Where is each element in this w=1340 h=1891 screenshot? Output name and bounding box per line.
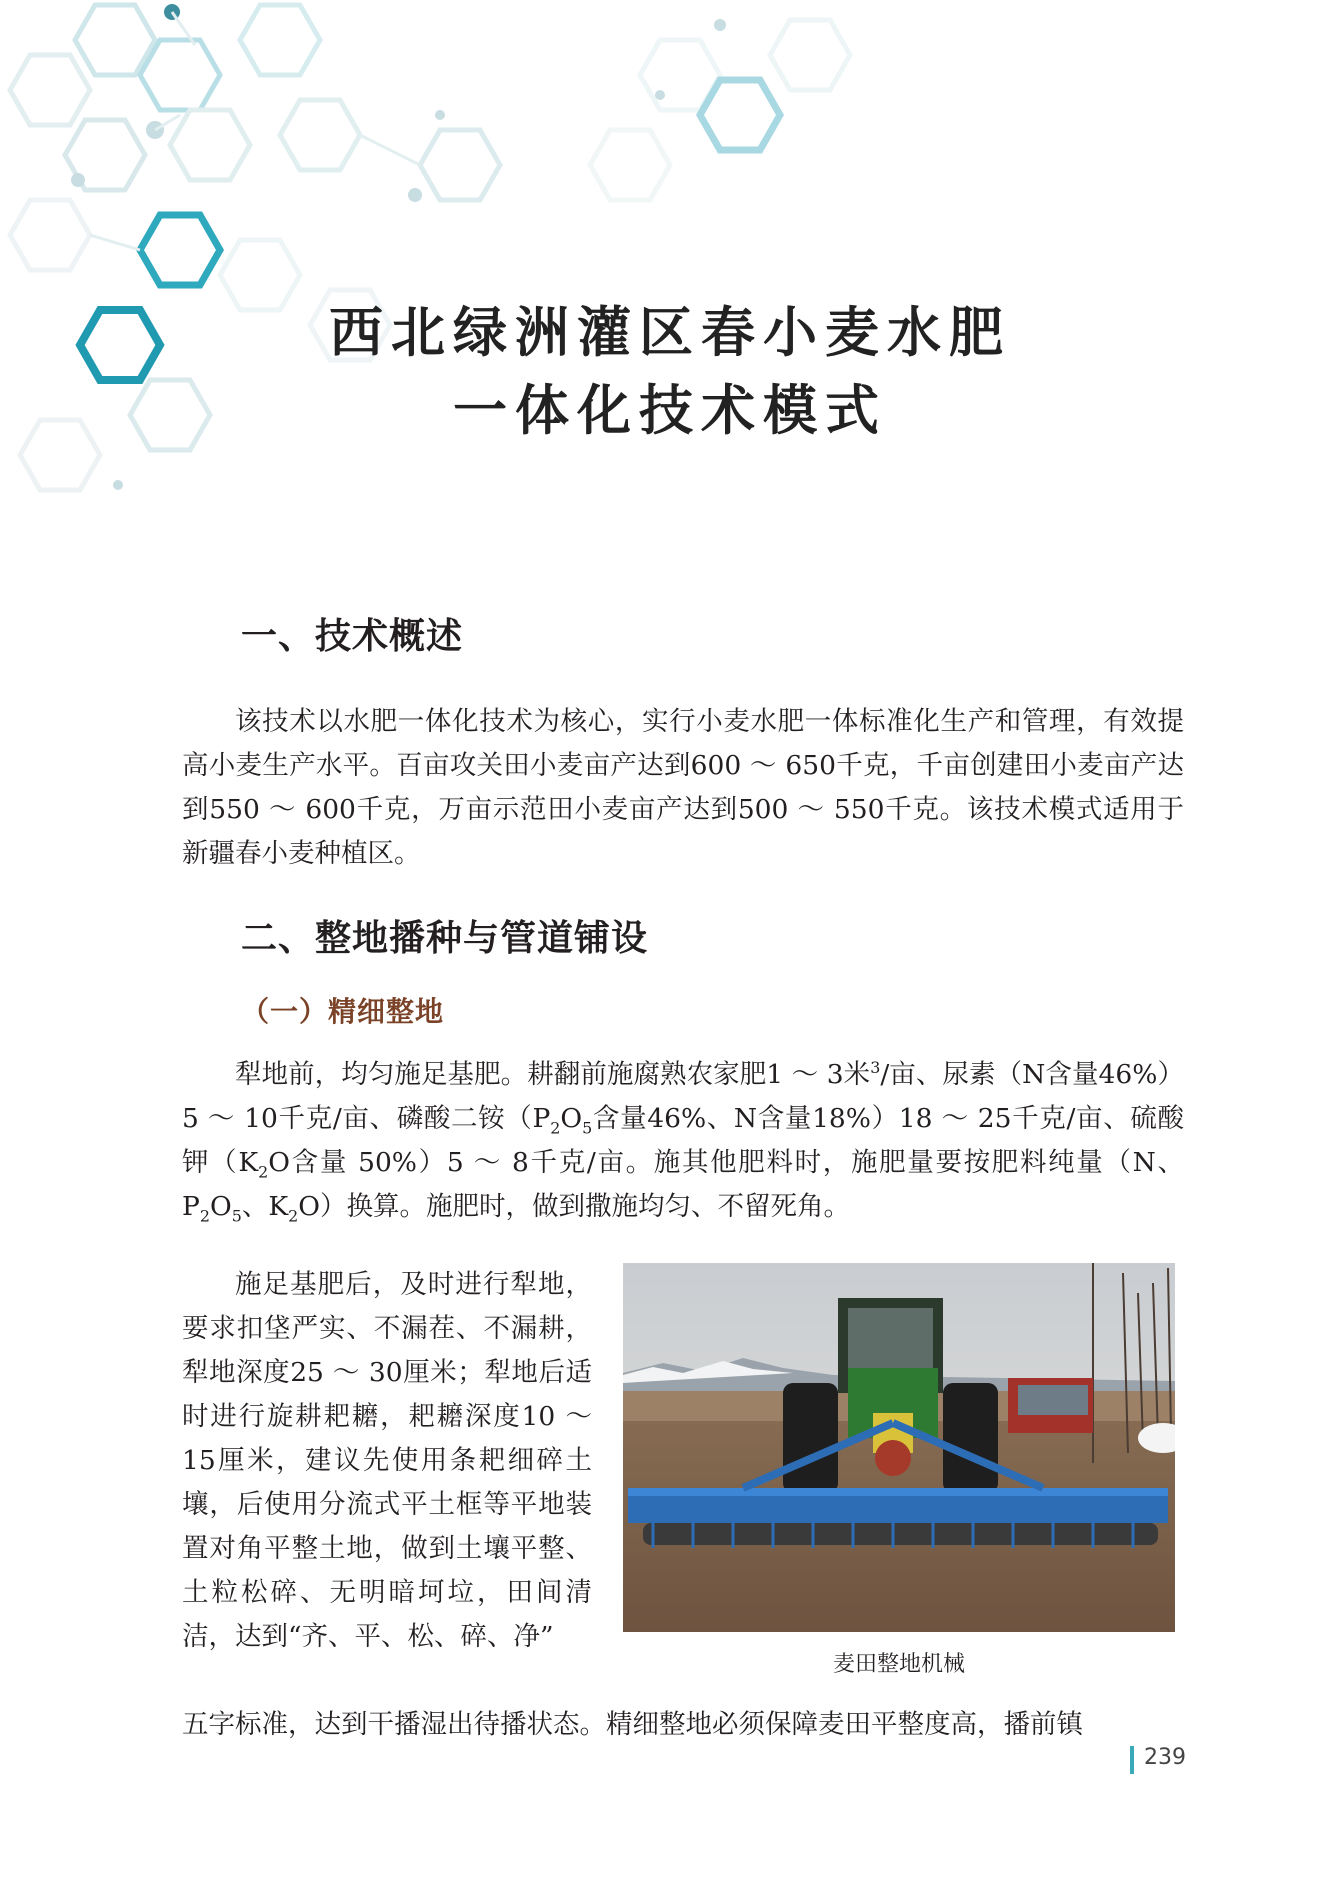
text-run: 、K — [241, 1191, 289, 1222]
subscript: 5 — [582, 1118, 593, 1138]
text-run: O — [209, 1191, 232, 1222]
figure-caption: 麦田整地机械 — [832, 1652, 965, 1677]
text-run: 犁地前，均匀施足基肥。耕翻前施腐熟农家肥1 ～ 3米 — [235, 1059, 871, 1090]
section2-paragraph-plowing: 施足基肥后，及时进行犁地，要求扣垡严实、不漏茬、不漏耕，犁地深度25 ～ 30厘米；犁地后适时进行旋耕耙耱，耙耱深度10 ～ 15厘米，建议先使用条耙细碎土壤，后使用分流式平土框等平地装置对角平整土地，做到土壤平整、土粒松碎、无明暗坷垃，田间清洁，达到“齐、平、松、碎、净” — [182, 1269, 592, 1652]
subscript: 5 — [231, 1206, 242, 1226]
section2-heading: 二、整地播种与管道铺设 — [241, 918, 649, 959]
section1-paragraph: 该技术以水肥一体化技术为核心，实行小麦水肥一体标准化生产和管理，有效提高小麦生产水平。百亩攻关田小麦亩产达到600 ～ 650千克，千亩创建田小麦亩产达到550 ～ 600千克，万亩示范田小麦亩产达到500 ～ 550千克。该技术模式适用于新疆春小麦种植区。 — [182, 706, 1184, 869]
subscript: 2 — [550, 1118, 561, 1138]
section2-paragraph-fertilizer — [182, 1053, 1184, 1229]
subscript: 2 — [288, 1206, 299, 1226]
page-number: 239 — [1144, 1745, 1186, 1770]
page-number-bar — [1130, 1746, 1134, 1774]
page-title-line1: 西北绿洲灌区春小麦水肥 — [329, 300, 1011, 364]
section2-subheading: （一）精细整地 — [241, 995, 445, 1028]
text-run: O含量 50%）5 ～ 8千克/亩。施其他肥料时，施肥量要按肥料纯量（N、P — [182, 1147, 1184, 1222]
text-run: /亩、尿素（N含量46%）5 ～ 10千克/亩、磷酸二铵（P — [182, 1059, 1184, 1134]
tractor-illustration — [623, 1263, 1175, 1632]
section2-paragraph-continued: 五字标准，达到干播湿出待播状态。精细整地必须保障麦田平整度高，播前镇 — [182, 1709, 1083, 1740]
page-title-line2: 一体化技术模式 — [453, 378, 887, 442]
text-run: O）换算。施肥时，做到撒施均匀、不留死角。 — [298, 1191, 850, 1222]
text-run: 含量46%、N含量18%）18 ～ 25千克/亩、硫酸钾（K — [182, 1103, 1184, 1178]
section1-heading: 一、技术概述 — [241, 616, 464, 657]
tractor-photo — [623, 1263, 1175, 1632]
subscript: 2 — [199, 1206, 210, 1226]
superscript: 3 — [870, 1058, 881, 1078]
subscript: 2 — [258, 1162, 269, 1182]
text-run: O — [560, 1103, 583, 1134]
